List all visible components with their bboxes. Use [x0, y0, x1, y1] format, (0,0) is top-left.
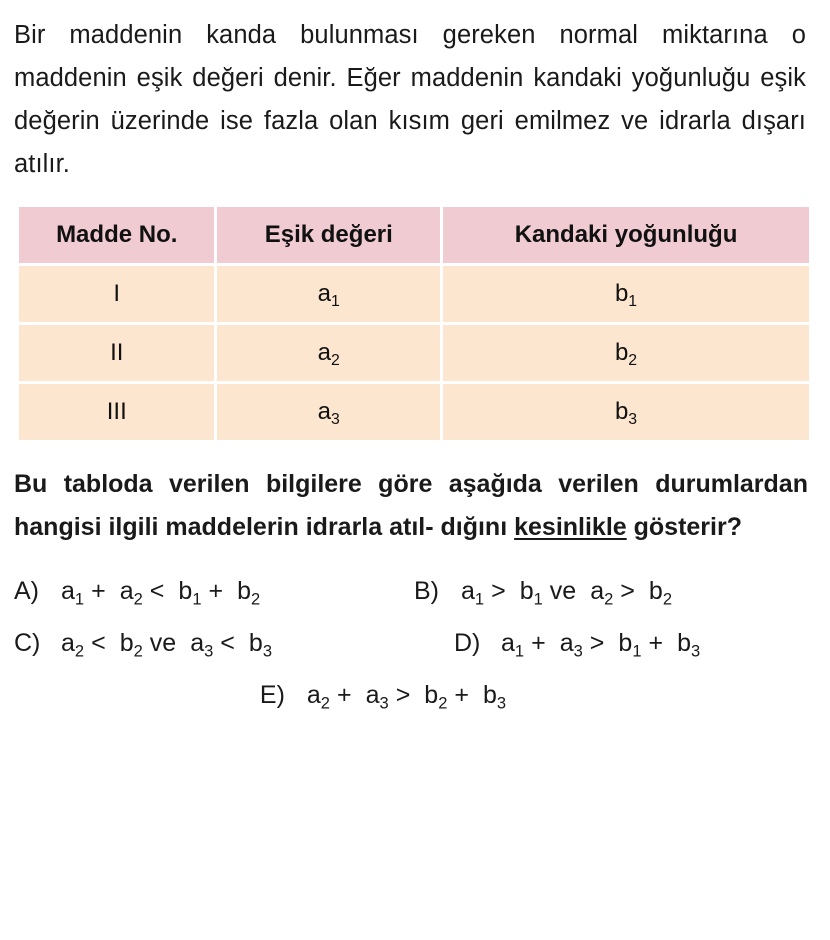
term [618, 629, 642, 661]
value-base: b [614, 339, 629, 366]
term-base: a [61, 629, 75, 657]
term-base: a [501, 629, 515, 657]
term-base: a [119, 577, 134, 605]
term [501, 629, 525, 661]
table-cell-concentration [443, 325, 809, 381]
operator: + [208, 577, 224, 605]
term-base: b [648, 577, 663, 605]
table-header-cell: Kandaki yoğunluğu [443, 207, 809, 263]
operator: < [149, 577, 165, 605]
option-row-e [14, 669, 812, 721]
term-subscript: 1 [474, 590, 485, 609]
table-header-cell: Madde No. [19, 207, 214, 263]
table-cell-threshold [217, 325, 440, 381]
question-emphasis: kesinlikle [514, 513, 627, 541]
term-subscript: 3 [204, 642, 214, 661]
term-base: b [178, 577, 193, 605]
value-subscript: 1 [331, 293, 340, 311]
operator: + [648, 629, 664, 657]
term-base: a [461, 577, 475, 605]
term-base: a [559, 629, 574, 657]
term-base: b [119, 629, 134, 657]
table-cell-concentration [443, 384, 809, 440]
term-base: b [677, 629, 692, 657]
value-base: a [317, 280, 332, 307]
question-line-2: durumlardan hangisi ilgili maddelerin idrarla atıl- [14, 470, 808, 541]
value-base: b [614, 280, 629, 307]
table-cell-threshold [217, 384, 440, 440]
option-e-label: E) [259, 681, 285, 709]
term-base: b [519, 577, 534, 605]
question-stem [14, 463, 812, 549]
term-subscript: 3 [691, 642, 701, 661]
option-a-label: A) [14, 577, 39, 605]
table-row [19, 325, 809, 381]
option-c-expression [54, 617, 272, 669]
option-b[interactable] [414, 565, 672, 617]
term [61, 629, 85, 661]
option-a[interactable] [14, 565, 414, 617]
term-base: a [190, 629, 205, 657]
operator: < [91, 629, 106, 657]
operator: ve [149, 629, 177, 657]
term-subscript: 2 [438, 694, 448, 713]
value-subscript: 2 [331, 352, 340, 370]
term [559, 629, 583, 661]
intro-paragraph: Bir maddenin kanda bulunması gereken normal miktarına o maddenin eşik değeri denir. Eğer maddenin kandaki yoğunluğu eşik değerin üzerinde ise fazla olan kısım geri emilmez ve idrarla dışarı atılır. [14, 21, 806, 178]
question-line-1: Bu tabloda verilen bilgilere göre aşağıda verilen [14, 470, 639, 498]
table-cell-substance-no: II [19, 325, 214, 381]
term-base: b [618, 629, 633, 657]
term-subscript: 2 [133, 642, 143, 661]
option-row-ab [14, 565, 812, 617]
option-d-label: D) [454, 629, 481, 657]
term-subscript: 2 [251, 590, 261, 609]
table-cell-concentration [443, 266, 809, 322]
table-cell-substance-no: III [19, 384, 214, 440]
term [424, 681, 448, 713]
value-subscript: 3 [628, 411, 638, 429]
term-base: b [483, 681, 497, 709]
operator: + [91, 577, 106, 605]
term-subscript: 3 [379, 694, 389, 713]
value-subscript: 2 [628, 352, 638, 370]
question-line-3-before: dığını [440, 513, 515, 541]
option-c-label: C) [14, 629, 41, 657]
option-e[interactable] [260, 669, 506, 721]
operator: + [336, 681, 352, 709]
table-row [19, 266, 809, 322]
value-base: a [317, 339, 332, 366]
term-subscript: 2 [133, 590, 143, 609]
term [178, 577, 202, 609]
term-subscript: 1 [514, 642, 525, 661]
table-row [19, 384, 809, 440]
term-subscript: 1 [74, 590, 85, 609]
threshold-table [16, 204, 812, 443]
answer-options [14, 565, 812, 721]
term [306, 681, 330, 713]
operator: > [589, 629, 605, 657]
option-row-cd [14, 617, 812, 669]
value-base: a [317, 398, 332, 425]
term-base: a [306, 681, 321, 709]
option-d-expression [494, 617, 700, 669]
term [677, 629, 701, 661]
term-base: a [61, 577, 75, 605]
value-subscript: 3 [331, 411, 340, 429]
operator: > [491, 577, 506, 605]
option-e-expression [300, 669, 506, 721]
option-d[interactable] [454, 617, 700, 669]
term-base: b [248, 629, 263, 657]
operator: + [454, 681, 469, 709]
option-c[interactable] [14, 617, 454, 669]
term-subscript: 2 [320, 694, 330, 713]
value-base: b [614, 398, 629, 425]
option-b-label: B) [414, 577, 439, 605]
term [461, 577, 485, 609]
term-base: a [365, 681, 380, 709]
table-cell-substance-no: I [19, 266, 214, 322]
term-subscript: 2 [604, 590, 614, 609]
term-subscript: 1 [632, 642, 642, 661]
operator: ve [549, 577, 577, 605]
option-b-expression [454, 565, 672, 617]
option-a-expression [54, 565, 260, 617]
term-subscript: 3 [496, 694, 507, 713]
term-subscript: 3 [262, 642, 272, 661]
term-base: a [590, 577, 605, 605]
table-header-row [19, 207, 809, 263]
operator: > [395, 681, 411, 709]
operator: > [620, 577, 635, 605]
question-line-3-after: gösterir? [626, 513, 742, 541]
term [590, 577, 614, 609]
term-subscript: 2 [74, 642, 85, 661]
term-subscript: 3 [573, 642, 583, 661]
term [519, 577, 543, 609]
operator: + [531, 629, 546, 657]
term [365, 681, 389, 713]
term [483, 681, 507, 713]
table-cell-threshold [217, 266, 440, 322]
term-subscript: 1 [533, 590, 543, 609]
term [61, 577, 85, 609]
table-header-cell: Eşik değeri [217, 207, 440, 263]
value-subscript: 1 [628, 293, 638, 311]
term-subscript: 1 [192, 590, 202, 609]
term [119, 577, 143, 609]
operator: < [220, 629, 235, 657]
term [648, 577, 672, 609]
term [237, 577, 261, 609]
term-subscript: 2 [662, 590, 672, 609]
term [190, 629, 214, 661]
term-base: b [424, 681, 439, 709]
term-base: b [237, 577, 252, 605]
term [119, 629, 143, 661]
term [248, 629, 272, 661]
